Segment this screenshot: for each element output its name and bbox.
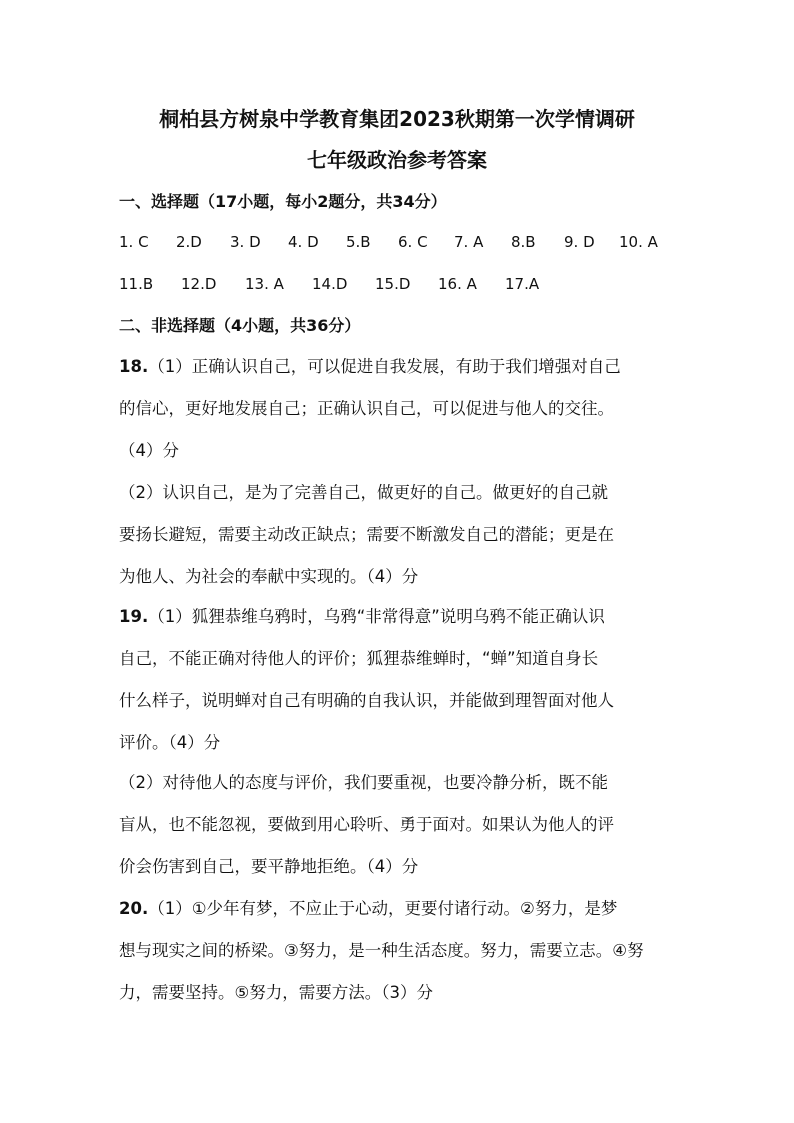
answer-item: 16. A [438, 275, 477, 293]
answer-item: 12.D [181, 275, 217, 293]
answer-item: 14.D [312, 275, 348, 293]
answer-item: 7. A [454, 233, 484, 251]
paragraph-line: 盲从，也不能忽视，要做到用心聆听、勇于面对。如果认为他人的评 [119, 815, 614, 834]
answer-text: （1）正确认识自己，可以促进自我发展，有助于我们增强对自己 [148, 357, 621, 376]
question-number: 18. [119, 357, 149, 376]
q18-part2 [119, 472, 679, 598]
paragraph-line: （2）对待他人的态度与评价，我们要重视，也要冷静分析，既不能 [119, 773, 608, 792]
paragraph-line: 自己，不能正确对待他人的评价；狐狸恭维蝉时，“蝉”知道自身长 [119, 649, 599, 668]
section-heading-multiple-choice: 一、选择题（17小题，每小2题分，共34分） [119, 192, 447, 211]
paragraph-line: 力，需要坚持。⑤努力，需要方法。（3）分 [119, 983, 434, 1002]
answer-text: （1）狐狸恭维乌鸦时，乌鸦“非常得意”说明乌鸦不能正确认识 [148, 607, 605, 626]
paragraph-line: 评价。（4）分 [119, 733, 221, 752]
q19-part2 [119, 762, 679, 888]
answer-item: 3. D [230, 233, 261, 251]
paragraph-line: 的信心，更好地发展自己；正确认识自己，可以促进与他人的交往。 [119, 399, 614, 418]
answer-item: 15.D [375, 275, 411, 293]
paragraph-line: （2）认识自己，是为了完善自己，做更好的自己。做更好的自己就 [119, 483, 608, 502]
paragraph-line [119, 888, 679, 930]
answer-item: 11.B [119, 275, 154, 293]
answer-item: 17.A [505, 275, 540, 293]
document-title: 桐柏县方树泉中学教育集团2023秋期第一次学情调研 [159, 107, 635, 131]
paragraph-line: （4）分 [119, 441, 179, 460]
document-subtitle: 七年级政治参考答案 [307, 148, 487, 172]
section-heading-free-response: 二、非选择题（4小题，共36分） [119, 316, 361, 335]
paragraph-line: 为他人、为社会的奉献中实现的。（4）分 [119, 567, 419, 586]
answer-item: 9. D [564, 233, 595, 251]
answer-item: 6. C [398, 233, 428, 251]
answer-item: 10. A [619, 233, 658, 251]
paragraph-line: 要扬长避短，需要主动改正缺点；需要不断激发自己的潜能；更是在 [119, 525, 614, 544]
answer-item: 13. A [245, 275, 284, 293]
paragraph-line: 想与现实之间的桥梁。③努力，是一种生活态度。努力，需要立志。④努 [119, 941, 644, 960]
q19-part1 [119, 596, 679, 764]
paragraph-line [119, 596, 679, 638]
answer-item: 4. D [288, 233, 319, 251]
question-number: 19. [119, 607, 149, 626]
paragraph-line [119, 346, 679, 388]
answer-item: 5.B [346, 233, 371, 251]
q18-part1 [119, 346, 679, 472]
answer-text: （1）①少年有梦，不应止于心动，更要付诸行动。②努力，是梦 [148, 899, 618, 918]
answer-item: 1. C [119, 233, 149, 251]
answer-item: 8.B [511, 233, 536, 251]
question-number: 20. [119, 899, 149, 918]
answer-item: 2.D [176, 233, 202, 251]
paragraph-line: 什么样子，说明蝉对自己有明确的自我认识，并能做到理智面对他人 [119, 691, 614, 710]
paragraph-line: 价会伤害到自己，要平静地拒绝。（4）分 [119, 857, 419, 876]
q20-part1 [119, 888, 679, 1014]
